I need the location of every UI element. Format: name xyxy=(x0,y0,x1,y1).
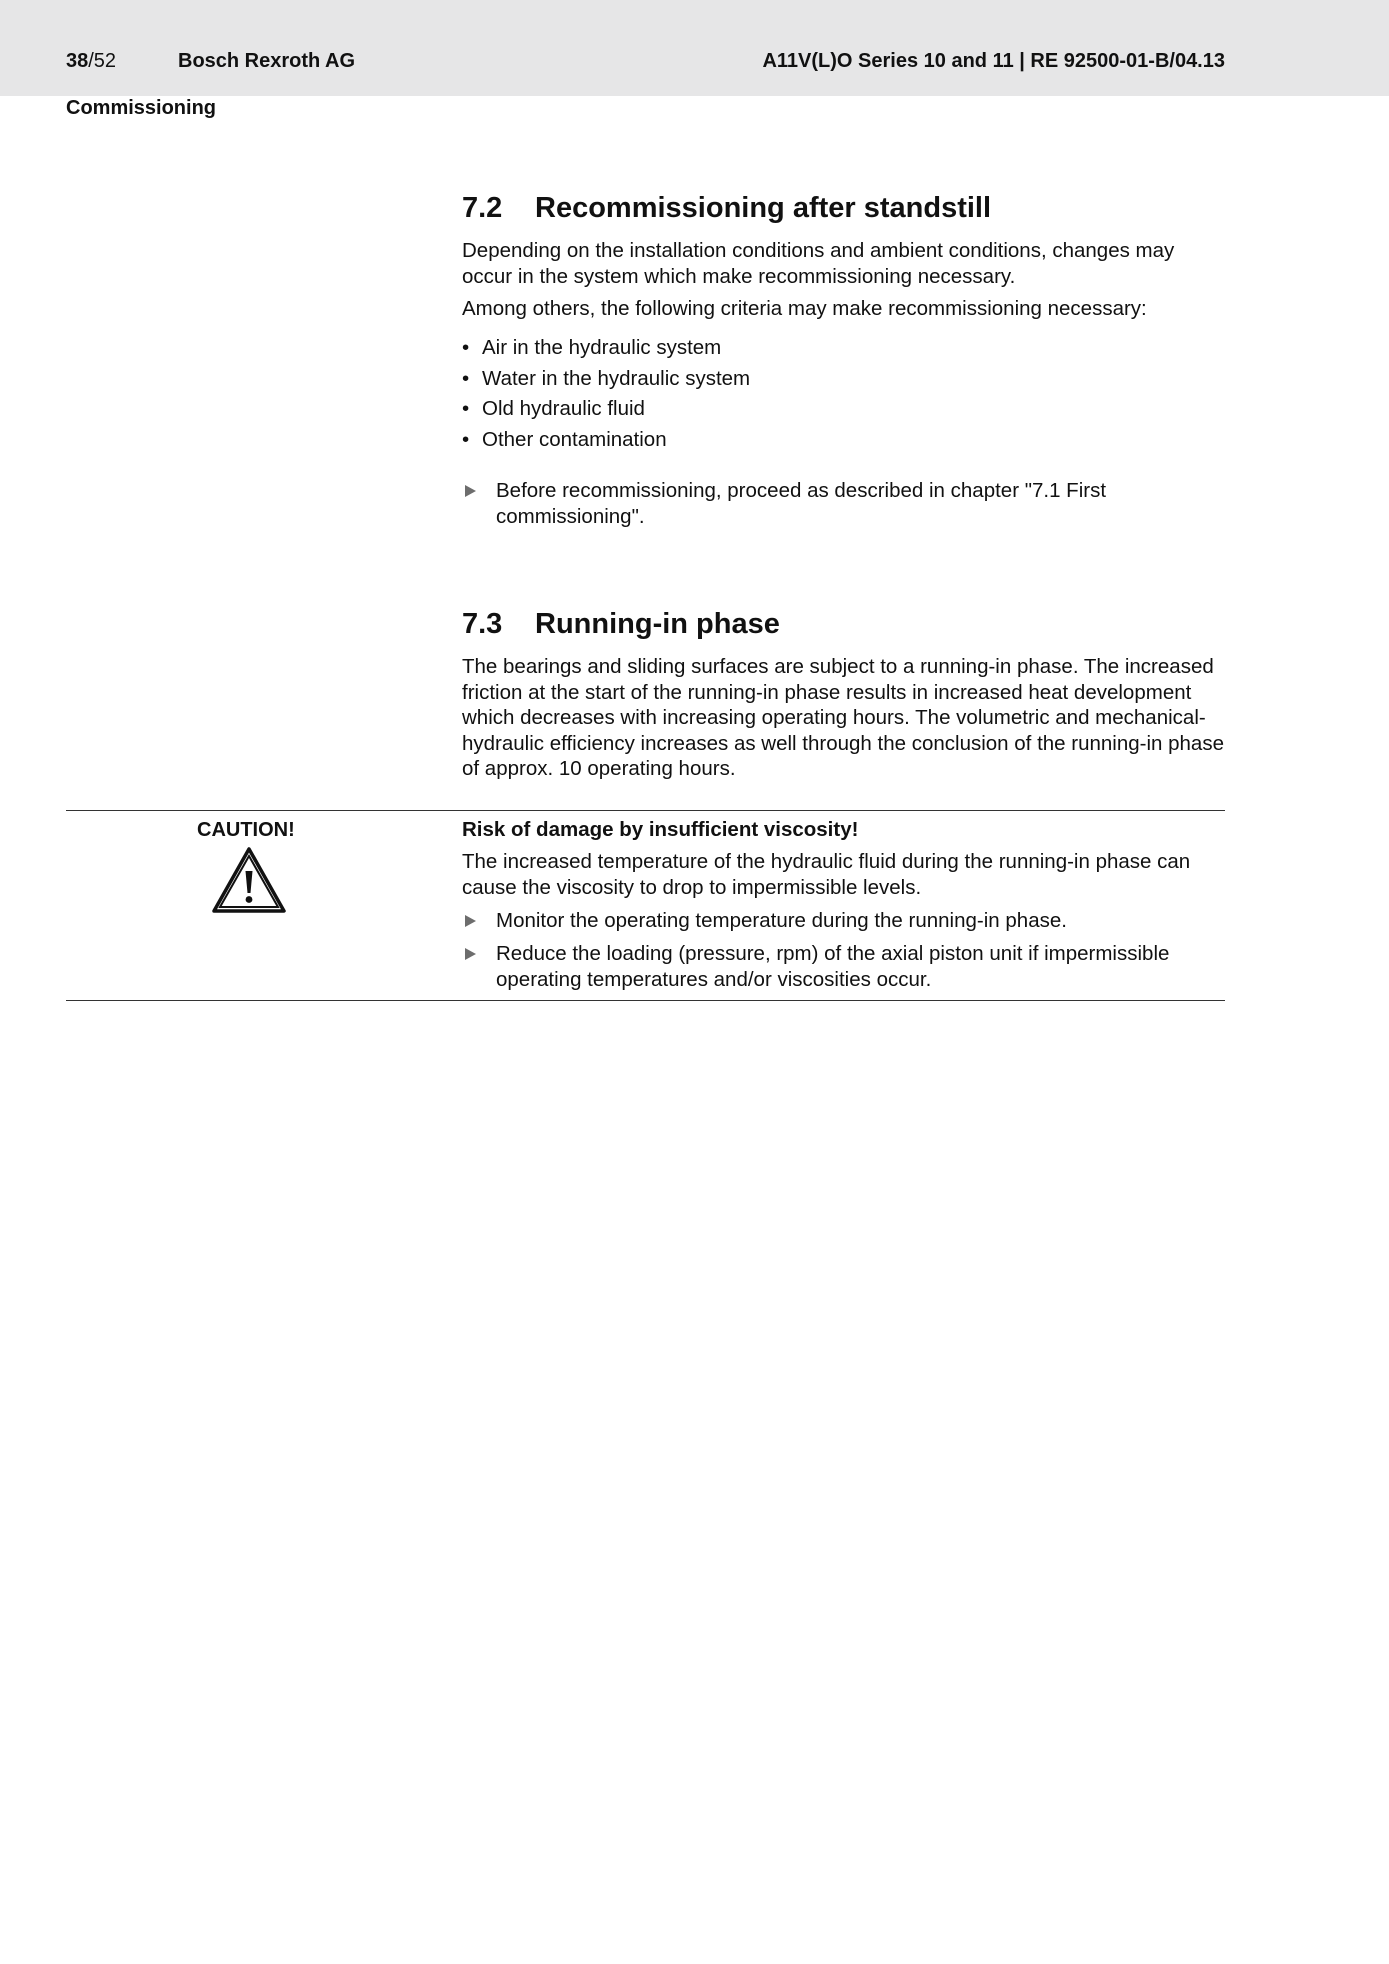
criteria-list xyxy=(462,333,1224,455)
document-reference: A11V(L)O Series 10 and 11 | RE 92500-01-B/04.13 xyxy=(762,50,1225,72)
list-item: • Old hydraulic fluid xyxy=(462,394,1224,425)
divider xyxy=(66,1000,1225,1001)
section-title: Recommissioning after standstill xyxy=(535,192,992,224)
divider xyxy=(66,810,1225,811)
instruction-step xyxy=(462,941,1236,992)
instruction-text: Monitor the operating temperature during the running-in phase. xyxy=(496,909,1067,932)
instruction-step xyxy=(462,478,1236,529)
triangle-arrow-icon xyxy=(465,948,476,960)
triangle-arrow-icon xyxy=(465,485,476,497)
section-heading-7-2 xyxy=(462,192,1224,225)
list-item: • Other contamination xyxy=(462,425,1224,456)
paragraph: The bearings and sliding surfaces are subject to a running-in phase. The increased friction at the start of the running-in phase results in increased heat development which decreases with increasing operating hours. The volumetric and mechanical-hydraulic efficiency increases as well through the conclusion of the running-in phase of approx. 10 operating hours. xyxy=(462,655,1224,780)
page-number: 38/52 xyxy=(66,50,117,72)
list-item: • Air in the hydraulic system xyxy=(462,333,1224,364)
paragraph: Among others, the following criteria may make recommissioning necessary: xyxy=(462,297,1147,320)
caution-title: Risk of damage by insufficient viscosity! xyxy=(462,818,859,841)
page-header xyxy=(0,0,1389,96)
triangle-arrow-icon xyxy=(465,915,476,927)
section-heading-7-3 xyxy=(462,608,1224,641)
section-number: 7.3 xyxy=(462,608,503,640)
section-title: Running-in phase xyxy=(535,608,780,640)
section-number: 7.2 xyxy=(462,192,503,224)
list-item: • Water in the hydraulic system xyxy=(462,364,1224,395)
caution-signal-word: CAUTION! xyxy=(197,819,295,841)
warning-triangle-icon xyxy=(211,846,287,914)
paragraph: Depending on the installation conditions and ambient conditions, changes may occur in the system which make recommissioning necessary. xyxy=(462,239,1175,288)
instruction-text: Reduce the loading (pressure, rpm) of the axial piston unit if impermissible operating temperatures and/or viscosities occur. xyxy=(496,942,1170,991)
company-name: Bosch Rexroth AG xyxy=(178,50,356,72)
instruction-text: Before recommissioning, proceed as described in chapter "7.1 First commissioning". xyxy=(496,479,1107,528)
caution-text: The increased temperature of the hydraulic fluid during the running-in phase can cause the viscosity to drop to impermissible levels. xyxy=(462,850,1191,899)
chapter-label: Commissioning xyxy=(66,97,217,119)
instruction-step xyxy=(462,908,1236,934)
